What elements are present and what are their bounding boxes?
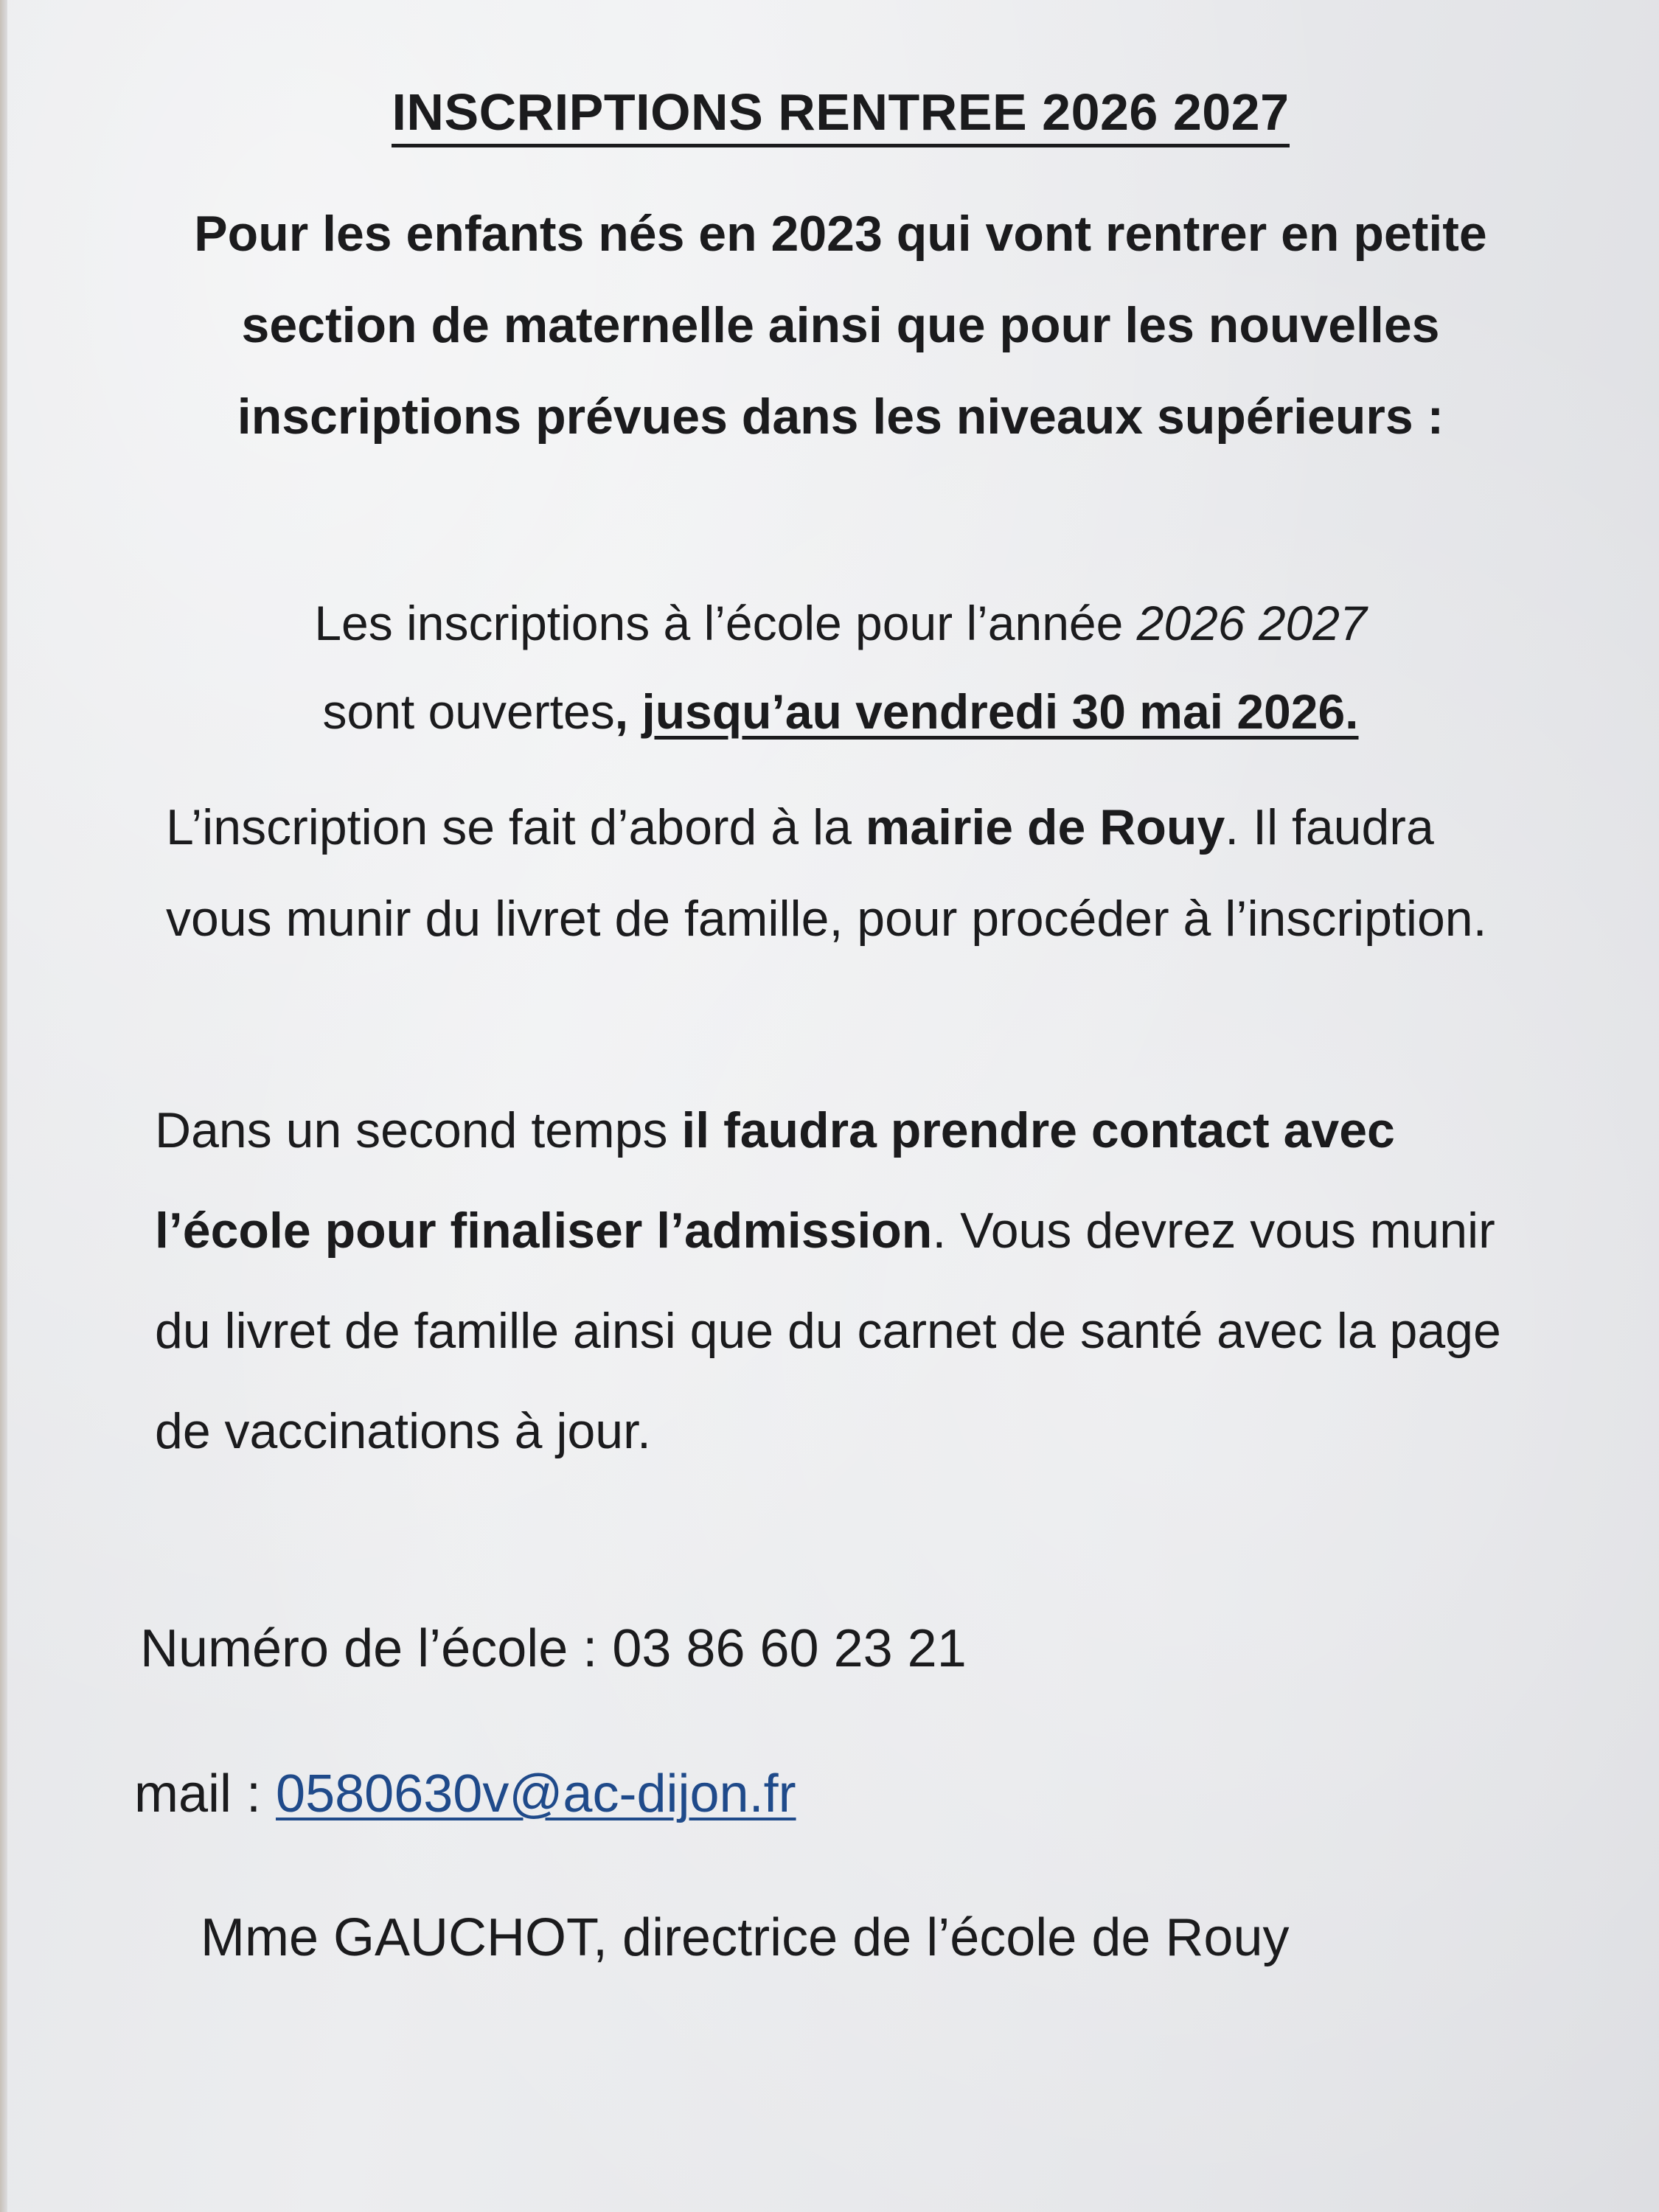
school-phone [140,1618,967,1679]
mail-link[interactable]: 0580630v@ac-dijon.fr [276,1764,796,1823]
mairie-text-before: L’inscription se fait d’abord à la [166,799,866,855]
paper-edge [0,0,7,2212]
phone-number: 03 86 60 23 21 [612,1619,967,1678]
mail-label: mail : [134,1764,276,1823]
ecole-paragraph [155,1080,1526,1481]
notice-title-text: INSCRIPTIONS RENTREE 2026 2027 [392,83,1289,147]
school-mail [134,1764,796,1824]
mairie-place: mairie de Rouy [865,799,1225,855]
signature: Mme GAUCHOT, directrice de l’école de Rouy [201,1908,1290,1967]
open-comma: , [614,684,642,739]
mairie-text-after: . Il faudra vous munir du livret de famille, pour procéder à l’inscription. [166,799,1487,947]
intro-paragraph: Pour les enfants nés en 2023 qui vont rentrer en petite section de maternelle ainsi que pour les nouvelles inscriptions prévues dans les niveaux supérieurs : [194,206,1487,445]
notice-title [0,83,1659,142]
phone-label: Numéro de l’école : [140,1619,613,1678]
mairie-paragraph [166,782,1515,964]
registration-open-paragraph [177,579,1504,756]
open-text-middle: sont ouvertes [322,684,615,739]
ecole-text-after: . Vous devrez vous munir du livret de famille ainsi que du carnet de santé avec la page de vaccinations à jour. [155,1203,1501,1459]
open-text-before: Les inscriptions à l’école pour l’année [314,596,1137,650]
ecole-text-before: Dans un second temps [155,1102,682,1158]
school-year: 2026 2027 [1136,596,1367,650]
ecole-emphasis: il faudra prendre contact avec l’école pour finaliser l’admission [155,1102,1395,1259]
registration-deadline: jusqu’au vendredi 30 mai 2026. [641,684,1359,739]
